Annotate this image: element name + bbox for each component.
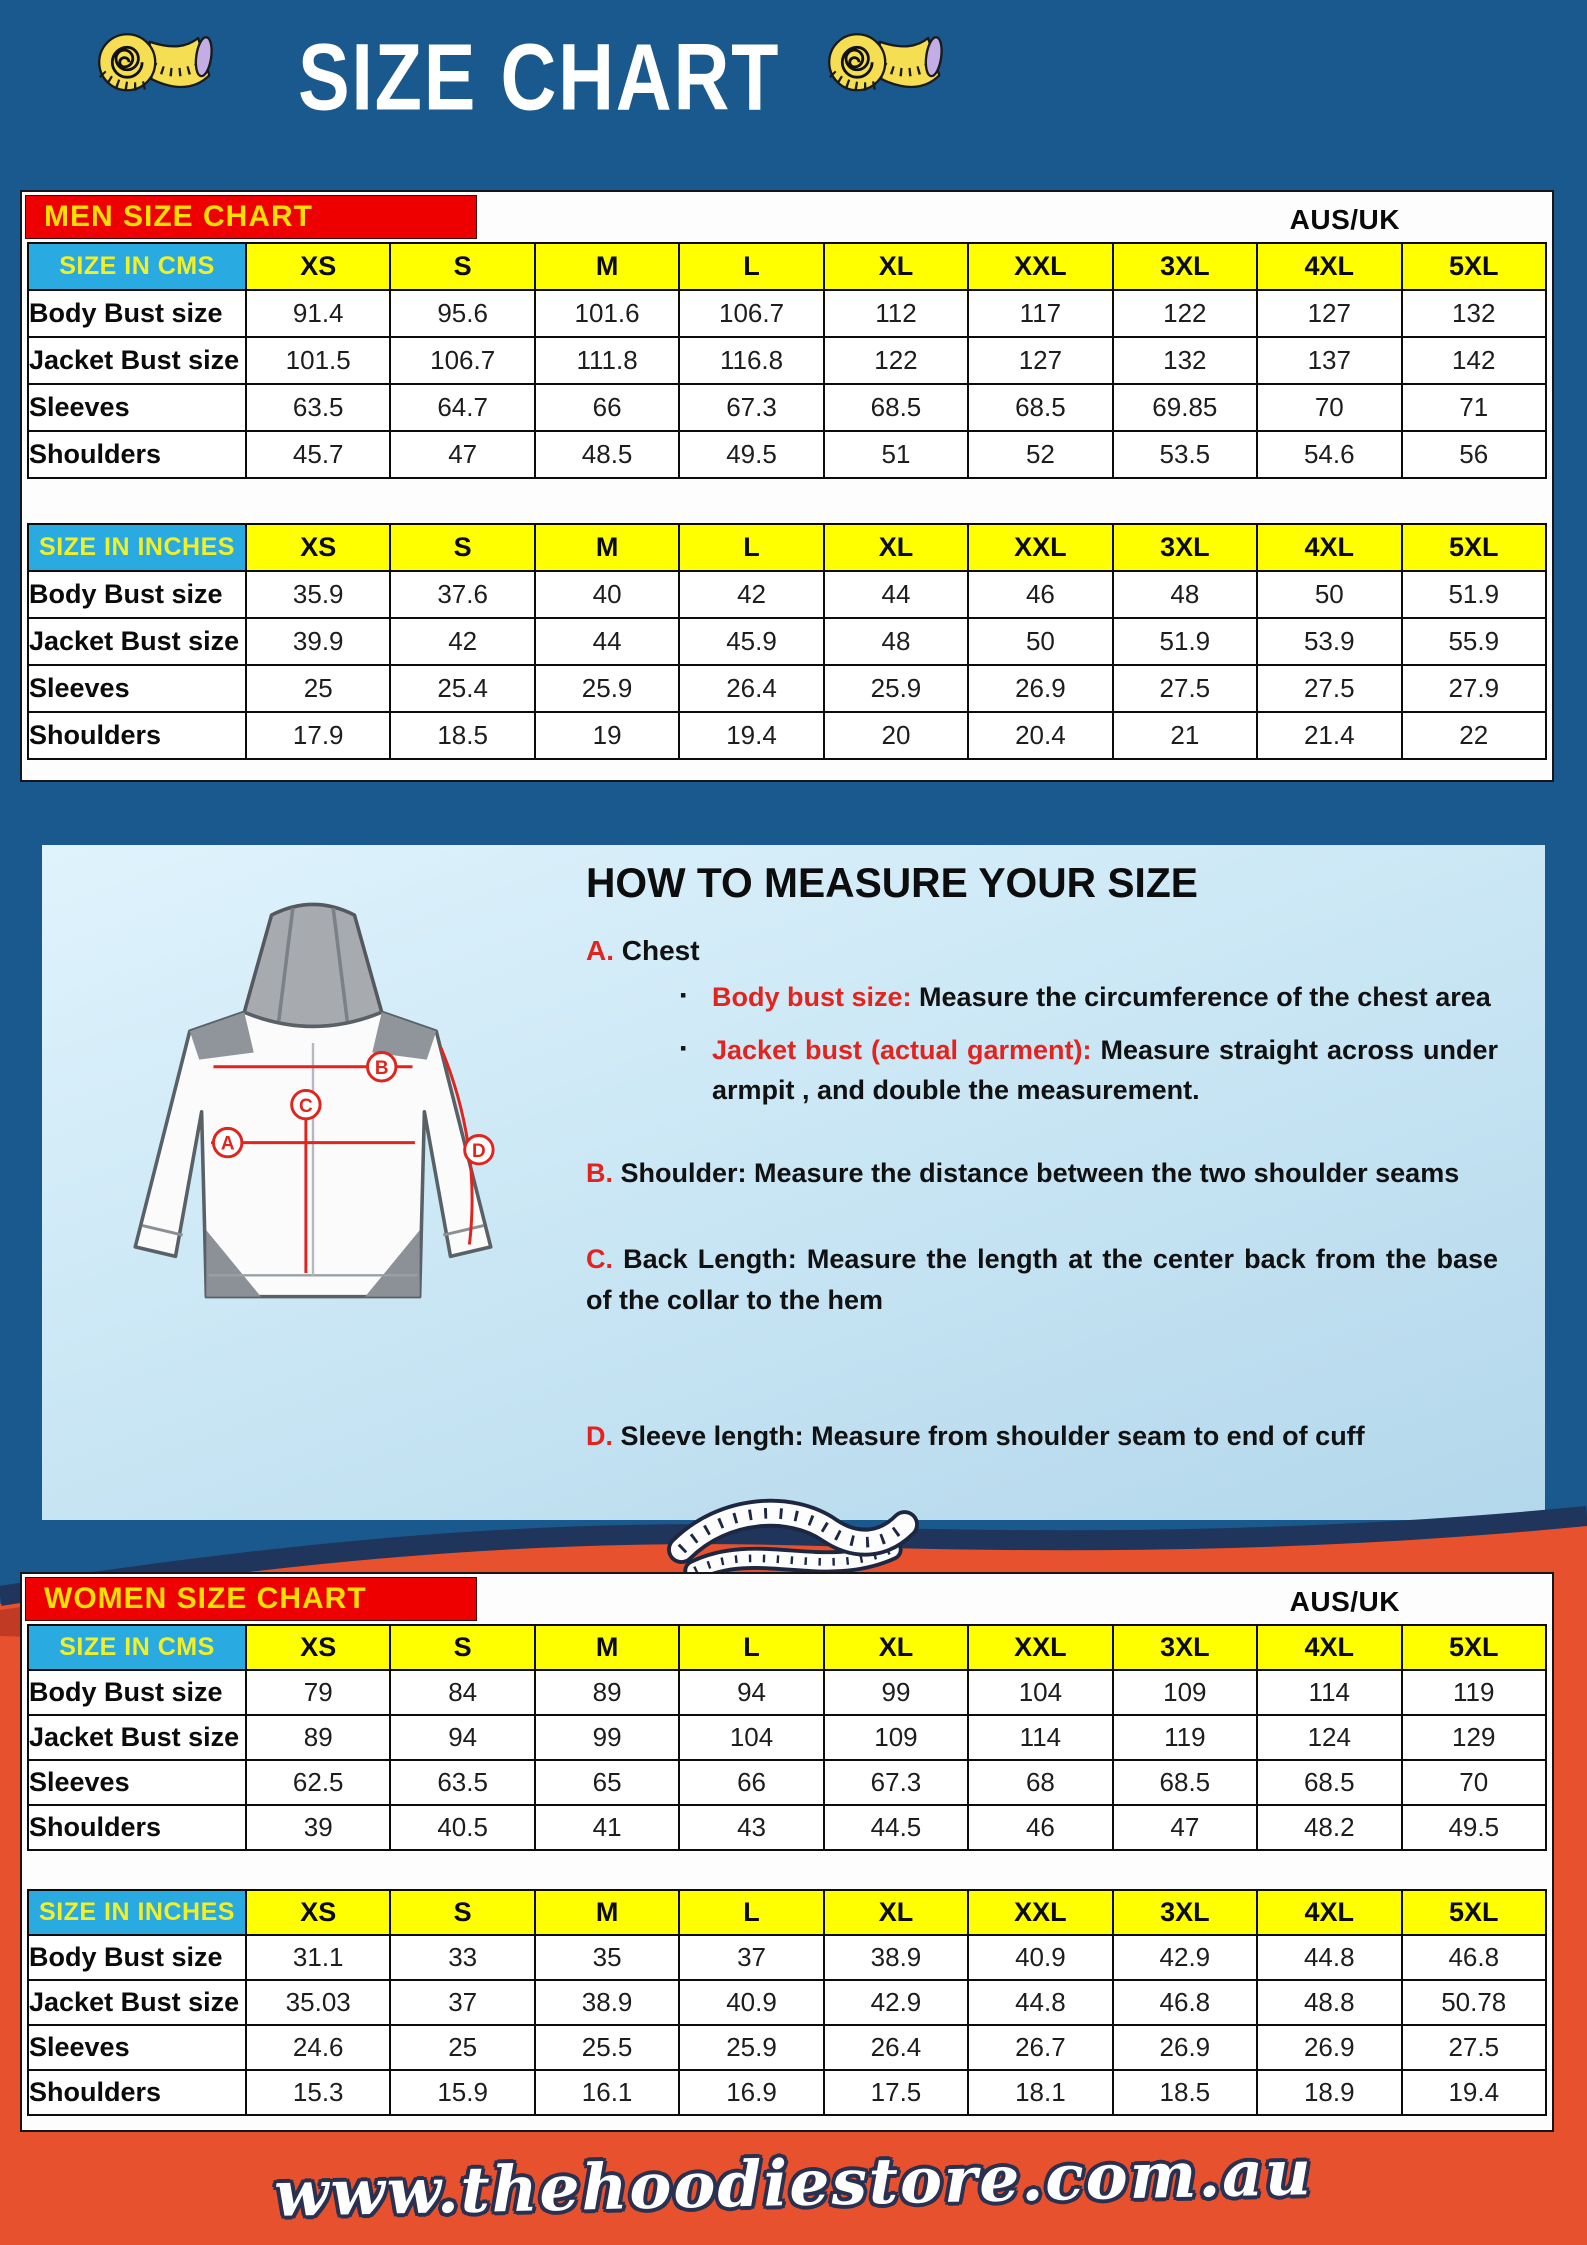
value-cell: 44 bbox=[535, 618, 679, 665]
value-cell: 68.5 bbox=[968, 384, 1112, 431]
size-header-row bbox=[28, 243, 1546, 290]
value-cell: 35 bbox=[535, 1935, 679, 1980]
men-tables bbox=[22, 242, 1552, 760]
row-label-cell: Body Bust size bbox=[28, 571, 246, 618]
size-column-header: M bbox=[535, 243, 679, 290]
value-cell: 67.3 bbox=[679, 384, 823, 431]
value-cell: 33 bbox=[390, 1935, 534, 1980]
value-cell: 68.5 bbox=[824, 384, 968, 431]
value-cell: 63.5 bbox=[246, 384, 390, 431]
value-cell: 26.4 bbox=[679, 665, 823, 712]
item-d-text: Sleeve length: Measure from shoulder seam to end of cuff bbox=[620, 1421, 1365, 1451]
value-cell: 38.9 bbox=[535, 1980, 679, 2025]
value-cell: 111.8 bbox=[535, 337, 679, 384]
value-cell: 68.5 bbox=[1257, 1760, 1401, 1805]
value-cell: 31.1 bbox=[246, 1935, 390, 1980]
item-b-letter: B. bbox=[586, 1157, 613, 1188]
value-cell: 51 bbox=[824, 431, 968, 478]
measure-item-d bbox=[586, 1416, 1498, 1457]
value-cell: 42 bbox=[679, 571, 823, 618]
value-cell: 142 bbox=[1402, 337, 1547, 384]
measure-item-b bbox=[586, 1153, 1498, 1194]
row-label-cell: Jacket Bust size bbox=[28, 337, 246, 384]
value-cell: 19.4 bbox=[679, 712, 823, 759]
value-cell: 106.7 bbox=[679, 290, 823, 337]
size-column-header: S bbox=[390, 1890, 534, 1935]
men-panel-head bbox=[22, 192, 1552, 242]
value-cell: 25 bbox=[390, 2025, 534, 2070]
size-column-header: XL bbox=[824, 1890, 968, 1935]
men-size-chart-panel bbox=[20, 190, 1554, 782]
value-cell: 37.6 bbox=[390, 571, 534, 618]
jacket-diagram bbox=[76, 879, 550, 1459]
value-cell: 79 bbox=[246, 1670, 390, 1715]
value-cell: 137 bbox=[1257, 337, 1401, 384]
value-cell: 50 bbox=[968, 618, 1112, 665]
size-column-header: XL bbox=[824, 1625, 968, 1670]
value-cell: 26.9 bbox=[968, 665, 1112, 712]
value-cell: 19 bbox=[535, 712, 679, 759]
row-label-cell: Sleeves bbox=[28, 665, 246, 712]
value-cell: 19.4 bbox=[1402, 2070, 1547, 2115]
value-cell: 99 bbox=[535, 1715, 679, 1760]
value-cell: 24.6 bbox=[246, 2025, 390, 2070]
value-cell: 37 bbox=[390, 1980, 534, 2025]
value-cell: 44.8 bbox=[1257, 1935, 1401, 1980]
measurement-row bbox=[28, 665, 1546, 712]
value-cell: 50 bbox=[1257, 571, 1401, 618]
value-cell: 25.9 bbox=[824, 665, 968, 712]
measure-item-a bbox=[586, 935, 1498, 967]
value-cell: 52 bbox=[968, 431, 1112, 478]
value-cell: 53.9 bbox=[1257, 618, 1401, 665]
size-column-header: L bbox=[679, 1625, 823, 1670]
value-cell: 41 bbox=[535, 1805, 679, 1850]
value-cell: 20 bbox=[824, 712, 968, 759]
value-cell: 22 bbox=[1402, 712, 1547, 759]
measurement-row bbox=[28, 1715, 1546, 1760]
value-cell: 132 bbox=[1113, 337, 1257, 384]
measure-instructions bbox=[586, 929, 1498, 1457]
value-cell: 46 bbox=[968, 571, 1112, 618]
women-inches-table bbox=[27, 1889, 1547, 2116]
size-column-header: XXL bbox=[968, 524, 1112, 571]
value-cell: 44.5 bbox=[824, 1805, 968, 1850]
value-cell: 15.3 bbox=[246, 2070, 390, 2115]
table-gap bbox=[27, 479, 1547, 523]
value-cell: 63.5 bbox=[390, 1760, 534, 1805]
size-column-header: L bbox=[679, 1890, 823, 1935]
value-cell: 37 bbox=[679, 1935, 823, 1980]
size-column-header: XS bbox=[246, 1890, 390, 1935]
value-cell: 16.9 bbox=[679, 2070, 823, 2115]
value-cell: 27.5 bbox=[1257, 665, 1401, 712]
aus-uk-label: AUS/UK bbox=[1289, 204, 1400, 235]
measuring-tape-icon bbox=[818, 24, 958, 108]
women-size-chart-banner: WOMEN SIZE CHART bbox=[25, 1577, 477, 1621]
value-cell: 104 bbox=[679, 1715, 823, 1760]
measure-section-title: HOW TO MEASURE YOUR SIZE bbox=[586, 859, 1198, 906]
value-cell: 42 bbox=[390, 618, 534, 665]
women-tables bbox=[22, 1624, 1552, 2116]
value-cell: 50.78 bbox=[1402, 1980, 1547, 2025]
measurement-row bbox=[28, 1670, 1546, 1715]
aus-uk-label: AUS/UK bbox=[1289, 1586, 1400, 1617]
jacket-bust-bullet bbox=[678, 1030, 1498, 1111]
value-cell: 132 bbox=[1402, 290, 1547, 337]
value-cell: 40 bbox=[535, 571, 679, 618]
size-column-header: 5XL bbox=[1402, 524, 1547, 571]
measurement-row bbox=[28, 1980, 1546, 2025]
value-cell: 89 bbox=[535, 1670, 679, 1715]
row-label-cell: Body Bust size bbox=[28, 1670, 246, 1715]
value-cell: 70 bbox=[1257, 384, 1401, 431]
value-cell: 21 bbox=[1113, 712, 1257, 759]
size-column-header: XL bbox=[824, 243, 968, 290]
measure-item-c bbox=[586, 1239, 1498, 1320]
measuring-tape-icon bbox=[818, 24, 958, 108]
value-cell: 68 bbox=[968, 1760, 1112, 1805]
value-cell: 89 bbox=[246, 1715, 390, 1760]
women-cms-table bbox=[27, 1624, 1547, 1851]
size-column-header: 4XL bbox=[1257, 1625, 1401, 1670]
row-label-cell: Shoulders bbox=[28, 1805, 246, 1850]
value-cell: 43 bbox=[679, 1805, 823, 1850]
value-cell: 69.85 bbox=[1113, 384, 1257, 431]
measurement-row bbox=[28, 571, 1546, 618]
value-cell: 94 bbox=[679, 1670, 823, 1715]
measurement-row bbox=[28, 1760, 1546, 1805]
value-cell: 129 bbox=[1402, 1715, 1547, 1760]
value-cell: 15.9 bbox=[390, 2070, 534, 2115]
value-cell: 44.8 bbox=[968, 1980, 1112, 2025]
value-cell: 122 bbox=[1113, 290, 1257, 337]
value-cell: 127 bbox=[1257, 290, 1401, 337]
value-cell: 20.4 bbox=[968, 712, 1112, 759]
men-size-chart-banner: MEN SIZE CHART bbox=[25, 195, 477, 239]
row-label-cell: Jacket Bust size bbox=[28, 1980, 246, 2025]
value-cell: 66 bbox=[535, 384, 679, 431]
value-cell: 25 bbox=[246, 665, 390, 712]
value-cell: 27.5 bbox=[1402, 2025, 1547, 2070]
marker-a: A bbox=[220, 1133, 235, 1155]
measurement-row bbox=[28, 384, 1546, 431]
row-label-cell: Sleeves bbox=[28, 384, 246, 431]
value-cell: 21.4 bbox=[1257, 712, 1401, 759]
size-column-header: 4XL bbox=[1257, 524, 1401, 571]
value-cell: 101.6 bbox=[535, 290, 679, 337]
value-cell: 95.6 bbox=[390, 290, 534, 337]
value-cell: 116.8 bbox=[679, 337, 823, 384]
value-cell: 101.5 bbox=[246, 337, 390, 384]
size-column-header: XS bbox=[246, 1625, 390, 1670]
value-cell: 114 bbox=[1257, 1670, 1401, 1715]
value-cell: 67.3 bbox=[824, 1760, 968, 1805]
row-label-cell: Jacket Bust size bbox=[28, 1715, 246, 1760]
value-cell: 48.5 bbox=[535, 431, 679, 478]
value-cell: 27.5 bbox=[1113, 665, 1257, 712]
how-to-measure-panel bbox=[42, 845, 1545, 1520]
bullet-square-icon: ▪ bbox=[680, 985, 687, 1005]
size-column-header: 5XL bbox=[1402, 1625, 1547, 1670]
value-cell: 39 bbox=[246, 1805, 390, 1850]
size-column-header: L bbox=[679, 524, 823, 571]
size-header-row bbox=[28, 1890, 1546, 1935]
chest-bullets bbox=[586, 977, 1498, 1111]
size-column-header: XXL bbox=[968, 1890, 1112, 1935]
value-cell: 91.4 bbox=[246, 290, 390, 337]
row-label-cell: Jacket Bust size bbox=[28, 618, 246, 665]
unit-label-cell: SIZE IN CMS bbox=[28, 243, 246, 290]
size-column-header: XS bbox=[246, 524, 390, 571]
item-a-letter: A. bbox=[586, 935, 614, 966]
value-cell: 40.5 bbox=[390, 1805, 534, 1850]
value-cell: 47 bbox=[390, 431, 534, 478]
measurement-row bbox=[28, 290, 1546, 337]
value-cell: 46.8 bbox=[1402, 1935, 1547, 1980]
value-cell: 25.9 bbox=[679, 2025, 823, 2070]
value-cell: 35.03 bbox=[246, 1980, 390, 2025]
row-label-cell: Shoulders bbox=[28, 2070, 246, 2115]
size-column-header: S bbox=[390, 243, 534, 290]
measuring-tape-icon bbox=[88, 24, 228, 108]
item-c-letter: C. bbox=[586, 1244, 613, 1274]
size-header-row bbox=[28, 1625, 1546, 1670]
value-cell: 25.4 bbox=[390, 665, 534, 712]
marker-b: B bbox=[374, 1057, 389, 1079]
value-cell: 39.9 bbox=[246, 618, 390, 665]
value-cell: 99 bbox=[824, 1670, 968, 1715]
value-cell: 40.9 bbox=[968, 1935, 1112, 1980]
size-column-header: 3XL bbox=[1113, 1625, 1257, 1670]
size-column-header: M bbox=[535, 1625, 679, 1670]
value-cell: 26.9 bbox=[1257, 2025, 1401, 2070]
row-label-cell: Body Bust size bbox=[28, 290, 246, 337]
size-column-header: 4XL bbox=[1257, 1890, 1401, 1935]
value-cell: 56 bbox=[1402, 431, 1547, 478]
measurement-row bbox=[28, 1805, 1546, 1850]
size-column-header: 3XL bbox=[1113, 524, 1257, 571]
value-cell: 48 bbox=[824, 618, 968, 665]
value-cell: 26.9 bbox=[1113, 2025, 1257, 2070]
value-cell: 127 bbox=[968, 337, 1112, 384]
row-label-cell: Body Bust size bbox=[28, 1935, 246, 1980]
value-cell: 47 bbox=[1113, 1805, 1257, 1850]
value-cell: 18.5 bbox=[1113, 2070, 1257, 2115]
value-cell: 17.5 bbox=[824, 2070, 968, 2115]
size-column-header: L bbox=[679, 243, 823, 290]
value-cell: 55.9 bbox=[1402, 618, 1547, 665]
value-cell: 68.5 bbox=[1113, 1760, 1257, 1805]
table-gap bbox=[27, 1851, 1547, 1889]
women-size-chart-panel bbox=[20, 1572, 1554, 2132]
item-a-label: Chest bbox=[621, 935, 700, 966]
value-cell: 104 bbox=[968, 1670, 1112, 1715]
value-cell: 54.6 bbox=[1257, 431, 1401, 478]
value-cell: 25.9 bbox=[535, 665, 679, 712]
value-cell: 26.7 bbox=[968, 2025, 1112, 2070]
value-cell: 109 bbox=[824, 1715, 968, 1760]
value-cell: 117 bbox=[968, 290, 1112, 337]
size-column-header: 5XL bbox=[1402, 1890, 1547, 1935]
value-cell: 51.9 bbox=[1113, 618, 1257, 665]
value-cell: 46.8 bbox=[1113, 1980, 1257, 2025]
measuring-tape-icon bbox=[88, 24, 228, 108]
size-column-header: S bbox=[390, 524, 534, 571]
hood-shape bbox=[244, 904, 381, 1026]
value-cell: 48 bbox=[1113, 571, 1257, 618]
men-cms-table bbox=[27, 242, 1547, 479]
value-cell: 119 bbox=[1113, 1715, 1257, 1760]
value-cell: 112 bbox=[824, 290, 968, 337]
size-column-header: XL bbox=[824, 524, 968, 571]
value-cell: 46 bbox=[968, 1805, 1112, 1850]
value-cell: 44 bbox=[824, 571, 968, 618]
value-cell: 18.5 bbox=[390, 712, 534, 759]
value-cell: 49.5 bbox=[679, 431, 823, 478]
value-cell: 18.1 bbox=[968, 2070, 1112, 2115]
value-cell: 66 bbox=[679, 1760, 823, 1805]
bullet-term: Body bust size: bbox=[712, 982, 912, 1012]
value-cell: 48.8 bbox=[1257, 1980, 1401, 2025]
size-column-header: 3XL bbox=[1113, 1890, 1257, 1935]
item-c-text: Back Length: Measure the length at the center back from the base of the collar to the hem bbox=[586, 1244, 1498, 1315]
value-cell: 48.2 bbox=[1257, 1805, 1401, 1850]
size-column-header: 3XL bbox=[1113, 243, 1257, 290]
poster-header bbox=[0, 0, 1587, 190]
bullet-desc: Measure the circumference of the chest area bbox=[919, 982, 1491, 1012]
value-cell: 40.9 bbox=[679, 1980, 823, 2025]
value-cell: 35.9 bbox=[246, 571, 390, 618]
marker-c: C bbox=[299, 1095, 313, 1117]
bullet-desc: Measure straight across under armpit , and double the measurement. bbox=[712, 1034, 1498, 1105]
store-url: www.thehoodiestore.com.au bbox=[273, 2135, 1314, 2231]
value-cell: 65 bbox=[535, 1760, 679, 1805]
men-inches-table bbox=[27, 523, 1547, 760]
value-cell: 124 bbox=[1257, 1715, 1401, 1760]
size-column-header: M bbox=[535, 524, 679, 571]
row-label-cell: Shoulders bbox=[28, 431, 246, 478]
value-cell: 114 bbox=[968, 1715, 1112, 1760]
measurement-row bbox=[28, 1935, 1546, 1980]
value-cell: 106.7 bbox=[390, 337, 534, 384]
measurement-row bbox=[28, 431, 1546, 478]
size-header-row bbox=[28, 524, 1546, 571]
value-cell: 94 bbox=[390, 1715, 534, 1760]
size-column-header: XS bbox=[246, 243, 390, 290]
value-cell: 27.9 bbox=[1402, 665, 1547, 712]
value-cell: 53.5 bbox=[1113, 431, 1257, 478]
jacket-back-diagram bbox=[76, 879, 550, 1437]
size-column-header: 4XL bbox=[1257, 243, 1401, 290]
measurement-row bbox=[28, 2025, 1546, 2070]
value-cell: 42.9 bbox=[1113, 1935, 1257, 1980]
value-cell: 16.1 bbox=[535, 2070, 679, 2115]
unit-label-cell: SIZE IN INCHES bbox=[28, 1890, 246, 1935]
size-column-header: XXL bbox=[968, 243, 1112, 290]
size-column-header: S bbox=[390, 1625, 534, 1670]
bullet-square-icon: ▪ bbox=[680, 1037, 687, 1058]
women-panel-head bbox=[22, 1574, 1552, 1624]
measurement-row bbox=[28, 618, 1546, 665]
value-cell: 18.9 bbox=[1257, 2070, 1401, 2115]
value-cell: 45.7 bbox=[246, 431, 390, 478]
value-cell: 25.5 bbox=[535, 2025, 679, 2070]
unit-label-cell: SIZE IN CMS bbox=[28, 1625, 246, 1670]
value-cell: 119 bbox=[1402, 1670, 1547, 1715]
item-b-text: Shoulder: Measure the distance between the two shoulder seams bbox=[620, 1157, 1460, 1188]
value-cell: 26.4 bbox=[824, 2025, 968, 2070]
value-cell: 70 bbox=[1402, 1760, 1547, 1805]
body-bust-bullet bbox=[678, 977, 1498, 1018]
value-cell: 122 bbox=[824, 337, 968, 384]
size-column-header: XXL bbox=[968, 1625, 1112, 1670]
value-cell: 62.5 bbox=[246, 1760, 390, 1805]
item-d-letter: D. bbox=[586, 1421, 613, 1451]
value-cell: 51.9 bbox=[1402, 571, 1547, 618]
measurement-row bbox=[28, 2070, 1546, 2115]
measurement-row bbox=[28, 712, 1546, 759]
size-column-header: M bbox=[535, 1890, 679, 1935]
value-cell: 17.9 bbox=[246, 712, 390, 759]
value-cell: 38.9 bbox=[824, 1935, 968, 1980]
value-cell: 49.5 bbox=[1402, 1805, 1547, 1850]
size-column-header: 5XL bbox=[1402, 243, 1547, 290]
value-cell: 64.7 bbox=[390, 384, 534, 431]
measurement-row bbox=[28, 337, 1546, 384]
page-title: SIZE CHART bbox=[298, 23, 781, 130]
value-cell: 45.9 bbox=[679, 618, 823, 665]
row-label-cell: Sleeves bbox=[28, 1760, 246, 1805]
row-label-cell: Shoulders bbox=[28, 712, 246, 759]
unit-label-cell: SIZE IN INCHES bbox=[28, 524, 246, 571]
marker-d: D bbox=[472, 1140, 486, 1162]
value-cell: 42.9 bbox=[824, 1980, 968, 2025]
value-cell: 109 bbox=[1113, 1670, 1257, 1715]
bullet-term: Jacket bust (actual garment): bbox=[712, 1034, 1092, 1065]
value-cell: 71 bbox=[1402, 384, 1547, 431]
row-label-cell: Sleeves bbox=[28, 2025, 246, 2070]
value-cell: 84 bbox=[390, 1670, 534, 1715]
